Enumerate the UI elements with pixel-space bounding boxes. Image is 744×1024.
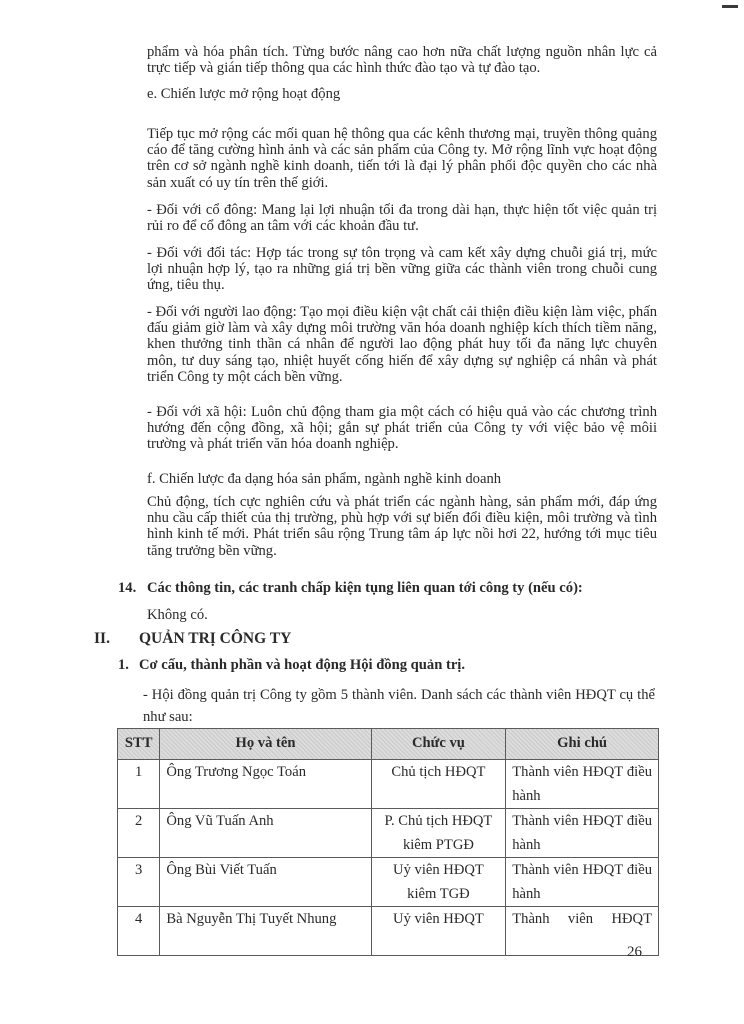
- cell-name: Ông Trương Ngọc Toán: [160, 760, 371, 809]
- cell-name: Bà Nguyễn Thị Tuyết Nhung: [160, 907, 371, 956]
- header-note: Ghi chú: [506, 729, 659, 760]
- cell-name: Ông Bùi Viết Tuấn: [160, 858, 371, 907]
- section-14-body: Không có.: [147, 607, 208, 623]
- paragraph-diversification: Chủ động, tích cực nghiên cứu và phát triển các ngành hàng, sản phẩm mới, đáp ứng nhu cầu cấp thiết của thị trường, phù hợp với sự biến đổi điều kiện, môi trường và tình hình kinh tế mới. Phát triển sâu rộng Trung tâm áp lực nồi hơi 22, hướng tới mục tiêu tăng trưởng bền vững.: [147, 494, 657, 559]
- cell-note: Thành viên HĐQT điều hành: [506, 858, 659, 907]
- subsection-1-number: 1.: [118, 657, 129, 673]
- table-header-row: [118, 729, 659, 760]
- cell-name: Ông Vũ Tuấn Anh: [160, 809, 371, 858]
- cell-stt: 4: [118, 907, 160, 956]
- cell-note: Thành viên HĐQT: [506, 907, 659, 956]
- cell-note: Thành viên HĐQT điều hành: [506, 760, 659, 809]
- paragraph-employees: - Đối với người lao động: Tạo mọi điều kiện vật chất cải thiện điều kiện làm việc, phấn đấu giảm giờ làm và xây dựng môi trường văn hóa doanh nghiệp kích thích tiềm năng, khen thưởng tinh thần cá nhân để người lao động phát huy tối đa năng lực chuyên môn, tư duy sáng tạo, nhiệt huyết cống hiến để xây dựng sự nghiệp cá nhân và phát triển Công ty một cách bền vững.: [147, 304, 657, 385]
- paragraph-training: phẩm và hóa phân tích. Từng bước nâng cao hơn nữa chất lượng nguồn nhân lực cả trực tiếp và gián tiếp thông qua các hình thức đào tạo và tự đào tạo.: [147, 44, 657, 77]
- table-row: [118, 760, 659, 809]
- section-14-title: Các thông tin, các tranh chấp kiện tụng liên quan tới công ty (nếu có):: [147, 580, 583, 596]
- subsection-1-title: Cơ cấu, thành phần và hoạt động Hội đồng quản trị.: [139, 657, 466, 673]
- board-intro: - Hội đồng quản trị Công ty gồm 5 thành viên. Danh sách các thành viên HĐQT cụ thể như sau:: [143, 687, 655, 725]
- table-row: [118, 858, 659, 907]
- paragraph-expansion: Tiếp tục mở rộng các mối quan hệ thông qua các kênh thương mại, truyền thông quảng cáo để tăng cường hình ảnh và các sản phẩm của Công ty. Mở rộng lĩnh vực hoạt động trên cơ sở ngành nghề kinh doanh, tiến tới là đại lý phân phối độc quyền cho các nhà sản xuất có uy tín trên thế giới.: [147, 126, 657, 191]
- paragraph-society: - Đối với xã hội: Luôn chủ động tham gia một cách có hiệu quả vào các chương trình hướng đến cộng đồng, xã hội; gắn sự phát triển của Công ty với việc bảo vệ môii trường và phát triển văn hóa doanh nghiệp.: [147, 404, 657, 453]
- heading-e-expansion-strategy: e. Chiến lược mở rộng hoạt động: [147, 86, 341, 102]
- header-stt: STT: [118, 729, 160, 760]
- cell-position: Uỷ viên HĐQT kiêm TGĐ: [371, 858, 506, 907]
- cell-stt: 3: [118, 858, 160, 907]
- cell-position: Chủ tịch HĐQT: [371, 760, 506, 809]
- cell-stt: 2: [118, 809, 160, 858]
- section-14-number: 14.: [118, 580, 137, 596]
- cell-position: Uỷ viên HĐQT: [371, 907, 506, 956]
- header-position: Chức vụ: [371, 729, 506, 760]
- section-ii-title: QUẢN TRỊ CÔNG TY: [139, 630, 292, 647]
- cell-note: Thành viên HĐQT điều hành: [506, 809, 659, 858]
- paragraph-shareholders: - Đối với cổ đông: Mang lại lợi nhuận tối đa trong dài hạn, thực hiện tốt việc quản trị rủi ro để cổ đông an tâm với các khoản đầu tư.: [147, 202, 657, 235]
- page-number: 26: [627, 944, 642, 960]
- header-full-name: Họ và tên: [160, 729, 371, 760]
- cell-stt: 1: [118, 760, 160, 809]
- section-ii-number: II.: [94, 630, 110, 647]
- paragraph-partners: - Đối với đối tác: Hợp tác trong sự tôn trọng và cam kết xây dựng chuỗi giá trị, mức lợi nhuận hợp lý, tạo ra những giá trị bền vững giữa các thành viên trong chuỗi cung ứng, tiêu thụ.: [147, 245, 657, 294]
- table-row: [118, 907, 659, 956]
- heading-f-diversification-strategy: f. Chiến lược đa dạng hóa sản phẩm, ngành nghề kinh doanh: [147, 471, 502, 487]
- table-row: [118, 809, 659, 858]
- scan-corner-mark: [722, 5, 738, 8]
- board-members-table: [117, 728, 659, 956]
- cell-position: P. Chủ tịch HĐQT kiêm PTGĐ: [371, 809, 506, 858]
